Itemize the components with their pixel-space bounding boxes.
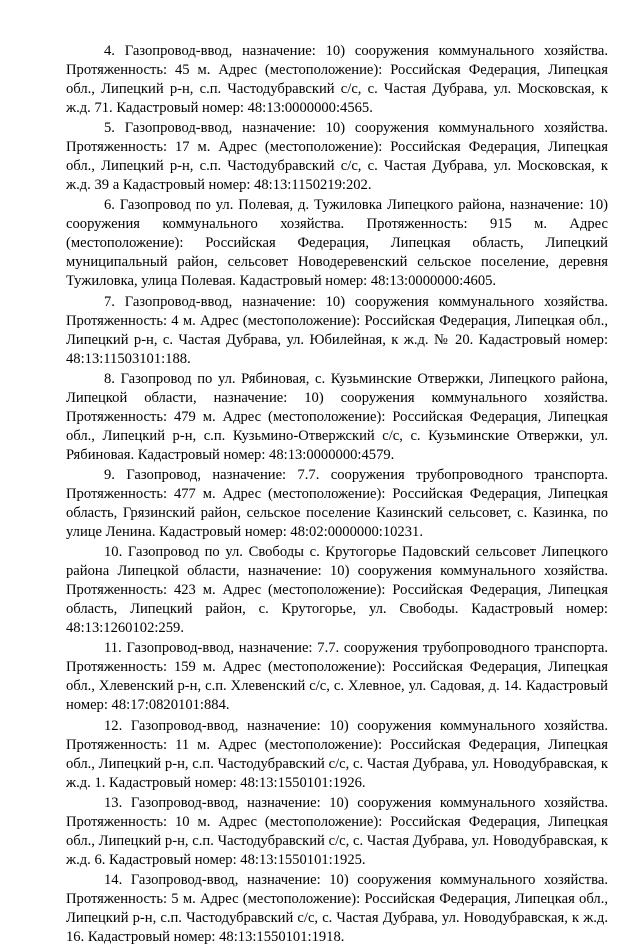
list-item: 9. Газопровод, назначение: 7.7. сооружения трубопроводного транспорта. Протяженность: 477 м. Адрес (местоположение): Российская Федерация, Липецкая область, Грязинский район, сельское поселение Казинский сельсовет, с. Казинка, по улице Ленина. Кадастровый номер: 48:02:0000000:10231. [66, 466, 608, 540]
document-page [66, 42, 608, 948]
list-item: 6. Газопровод по ул. Полевая, д. Тужиловка Липецкого района, назначение: 10) сооружения коммунального хозяйства. Протяженность: 915 м. Адрес (местоположение): Российская Федерация, Липецкая область, Липецкий муниципальный район, сельсовет Новодеревенский сельское поселение, деревня Тужиловка, улица Полевая. Кадастровый номер: 48:13:0000000:4605. [66, 197, 608, 290]
list-item: 14. Газопровод-ввод, назначение: 10) сооружения коммунального хозяйства. Протяженность: 5 м. Адрес (местоположение): Российская Федерация, Липецкая обл., Липецкий р-н, с.п. Частодубравский с/с, с. Частая Дубрава, ул. Новодубравская, к ж.д. 16. Кадастровый номер: 48:13:1550101:1918. [66, 871, 608, 945]
list-item: 10. Газопровод по ул. Свободы с. Крутогорье Падовский сельсовет Липецкого района Липецкой области, назначение: 10) сооружения коммунального хозяйства. Протяженность: 423 м. Адрес (местоположение): Российская Федерация, Липецкая область, Липецкий район, с. Крутогорье, ул. Свободы. Кадастровый номер: 48:13:1260102:259. [66, 544, 608, 637]
list-item: 13. Газопровод-ввод, назначение: 10) сооружения коммунального хозяйства. Протяженность: 10 м. Адрес (местоположение): Российская Федерация, Липецкая обл., Липецкий р-н, с.п. Частодубравский с/с, с. Частая Дубрава, ул. Новодубравская, к ж.д. 6. Кадастровый номер: 48:13:1550101:1925. [66, 794, 608, 868]
list-item: 5. Газопровод-ввод, назначение: 10) сооружения коммунального хозяйства. Протяженность: 17 м. Адрес (местоположение): Российская Федерация, Липецкая обл., Липецкий р-н, с.п. Частодубравский с/с, с. Частая Дубрава, ул. Московская, к ж.д. 39 а Кадастровый номер: 48:13:1150219:202. [66, 120, 608, 194]
list-item: 11. Газопровод-ввод, назначение: 7.7. сооружения трубопроводного транспорта. Протяженность: 159 м. Адрес (местоположение): Российская Федерация, Липецкая обл., Хлевенский р-н, с.п. Хлевенский с/с, с. Хлевное, ул. Садовая, д. 14. Кадастровый номер: 48:17:0820101:884. [66, 640, 608, 714]
list-item: 12. Газопровод-ввод, назначение: 10) сооружения коммунального хозяйства. Протяженность: 11 м. Адрес (местоположение): Российская Федерация, Липецкая обл., Липецкий р-н, с.п. Частодубравский с/с, с. Частая Дубрава, ул. Новодубравская, к ж.д. 1. Кадастровый номер: 48:13:1550101:1926. [66, 717, 608, 791]
list-item: 4. Газопровод-ввод, назначение: 10) сооружения коммунального хозяйства. Протяженность: 45 м. Адрес (местоположение): Российская Федерация, Липецкая обл., Липецкий р-н, с.п. Частодубравский с/с, с. Частая Дубрава, ул. Московская, к ж.д. 71. Кадастровый номер: 48:13:0000000:4565. [66, 43, 608, 116]
list-item: 7. Газопровод-ввод, назначение: 10) сооружения коммунального хозяйства. Протяженность: 4 м. Адрес (местоположение): Российская Федерация, Липецкая обл., Липецкий р-н, с. Частая Дубрава, ул. Юбилейная, к ж.д. № 20. Кадастровый номер: 48:13:11503101:188. [66, 293, 608, 367]
list-item: 8. Газопровод по ул. Рябиновая, с. Кузьминские Отвержки, Липецкого района, Липецкой области, назначение: 10) сооружения коммунального хозяйства. Протяженность: 479 м. Адрес (местоположение): Российская Федерация, Липецкая обл., Липецкий р-н, с.п. Кузьмино-Отвержский с/с, с. Кузьминские Отвержки, ул. Рябиновая. Кадастровый номер: 48:13:0000000:4579. [66, 370, 608, 463]
